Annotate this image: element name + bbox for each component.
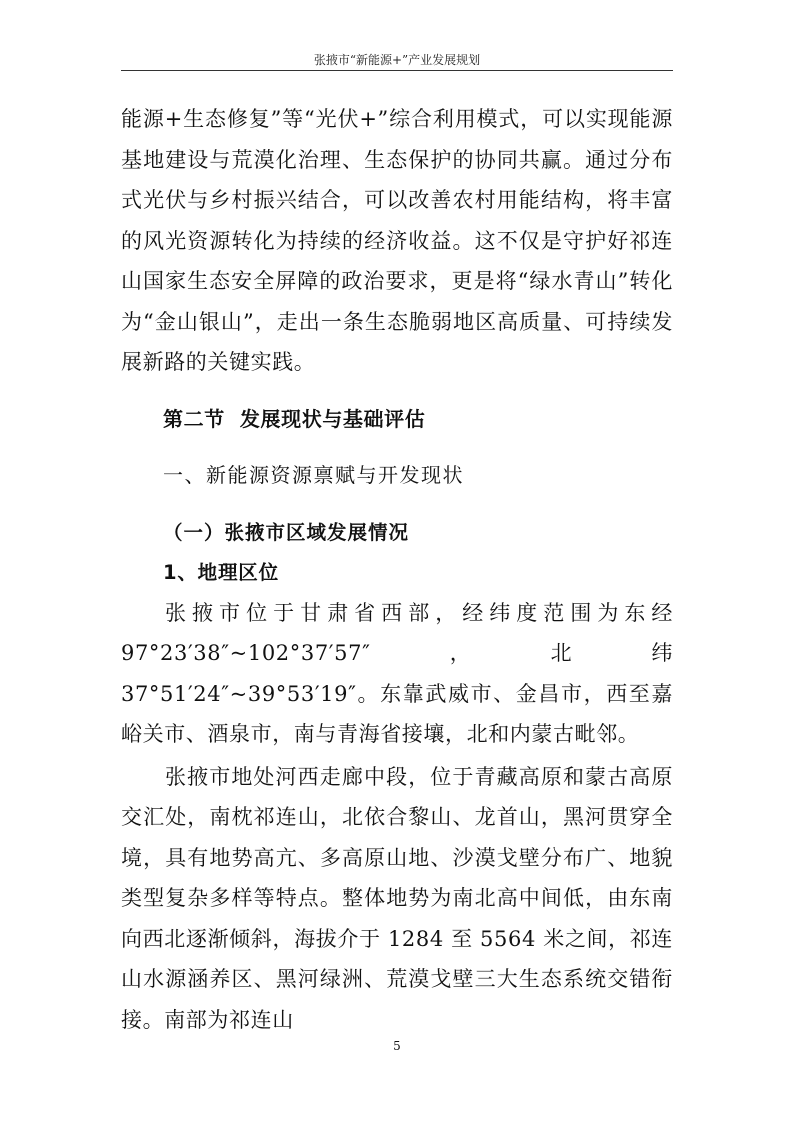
page-number: 5	[393, 1039, 401, 1053]
body-paragraph-location: 张掖市位于甘肃省西部，经纬度范围为东经 97°23′38″~102°37′57″，北纬 37°51′24″~39°53′19″。东靠武威市、金昌市，西至嘉峪关市、酒泉市，南与青海省接壤，北和内蒙古毗邻。	[121, 600, 673, 746]
document-body	[121, 99, 673, 1040]
item-heading: 1、地理区位	[163, 560, 279, 584]
body-paragraph-terrain: 张掖市地处河西走廊中段，位于青藏高原和蒙古高原交汇处，南枕祁连山，北依合黎山、龙首山，黑河贯穿全境，具有地势高亢、多高原山地、沙漠戈壁分布广、地貌类型复杂多样等特点。整体地势为南北高中间低，由东南向西北逐渐倾斜，海拔介于 1284 至 5564 米之间，祁连山水源涵养区、黑河绿洲、荒漠戈壁三大生态系统交错衔接。南部为祁连山	[121, 764, 673, 1032]
section-heading: 第二节 发展现状与基础评估	[163, 406, 426, 431]
sub-subsection-heading: （一）张掖市区域发展情况	[163, 520, 410, 544]
running-header: 张掖市“新能源+”产业发展规划	[313, 53, 481, 67]
body-paragraph-continued: 能源+生态修复”等“光伏+”综合利用模式，可以实现能源基地建设与荒漠化治理、生态保护的协同共赢。通过分布式光伏与乡村振兴结合，可以改善农村用能结构，将丰富的风光资源转化为持续的经济收益。这不仅是守护好祁连山国家生态安全屏障的政治要求，更是将“绿水青山”转化为“金山银山”，走出一条生态脆弱地区高质量、可持续发展新路的关键实践。	[121, 107, 673, 374]
header-divider	[121, 70, 673, 71]
subsection-heading: 一、新能源资源禀赋与开发现状	[163, 462, 464, 487]
